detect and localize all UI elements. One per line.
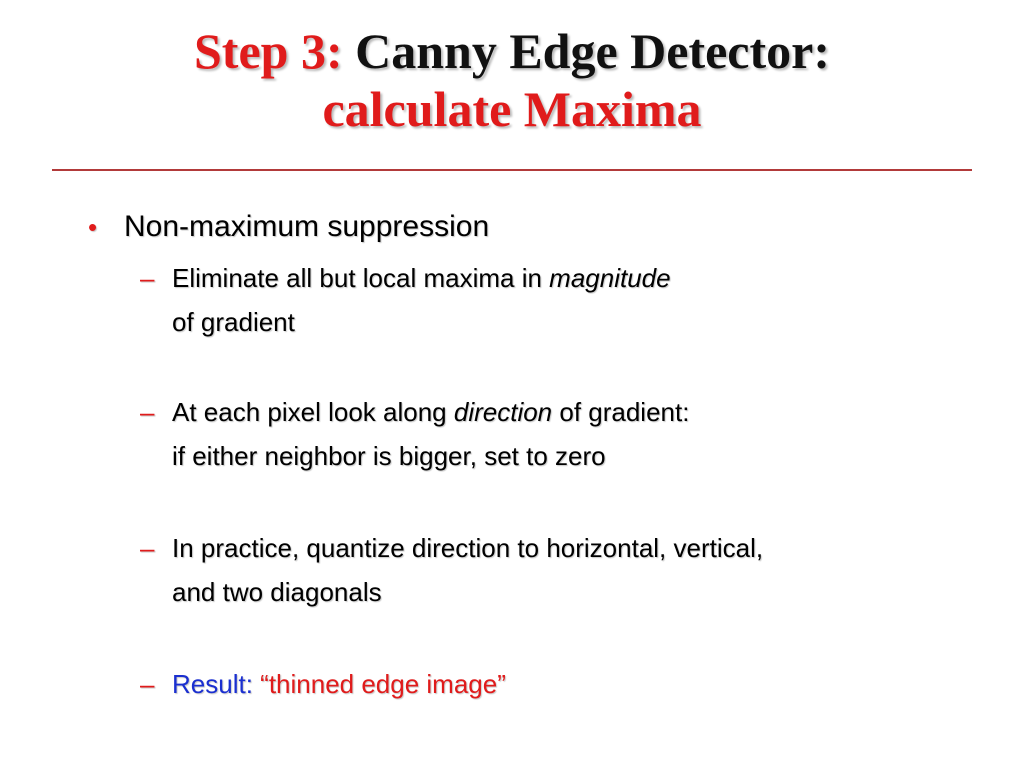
subitem-continuation: of gradient	[172, 307, 295, 337]
subitem-emphasis: magnitude	[549, 263, 671, 293]
dash-icon: –	[140, 669, 155, 699]
title-line-2: calculate Maxima	[322, 81, 702, 137]
main-bullet	[88, 207, 489, 247]
subitem-magnitude	[140, 256, 671, 344]
subitem-result	[140, 662, 506, 706]
subitem-text: At each pixel look along	[172, 397, 454, 427]
bullet-dot-icon: •	[88, 212, 98, 242]
subitem-direction	[140, 390, 689, 478]
title-step: Step 3:	[193, 23, 343, 79]
dash-icon: –	[140, 263, 155, 293]
dash-icon: –	[140, 533, 155, 563]
subitem-text: In practice, quantize direction to horizontal, vertical,	[172, 533, 764, 563]
result-label: Result:	[172, 669, 261, 699]
title-main: Canny Edge Detector:	[355, 23, 830, 79]
subitem-text-after: of gradient:	[552, 397, 690, 427]
subitem-emphasis: direction	[453, 397, 553, 427]
dash-icon: –	[140, 397, 155, 427]
subitem-quantize	[140, 526, 763, 614]
subitem-continuation: and two diagonals	[172, 577, 382, 607]
result-quote: “thinned edge image”	[260, 669, 506, 699]
bullet-text: Non-maximum suppression	[124, 210, 490, 243]
subitem-text: Eliminate all but local maxima in	[172, 263, 550, 293]
subitem-continuation: if either neighbor is bigger, set to zero	[172, 441, 606, 471]
